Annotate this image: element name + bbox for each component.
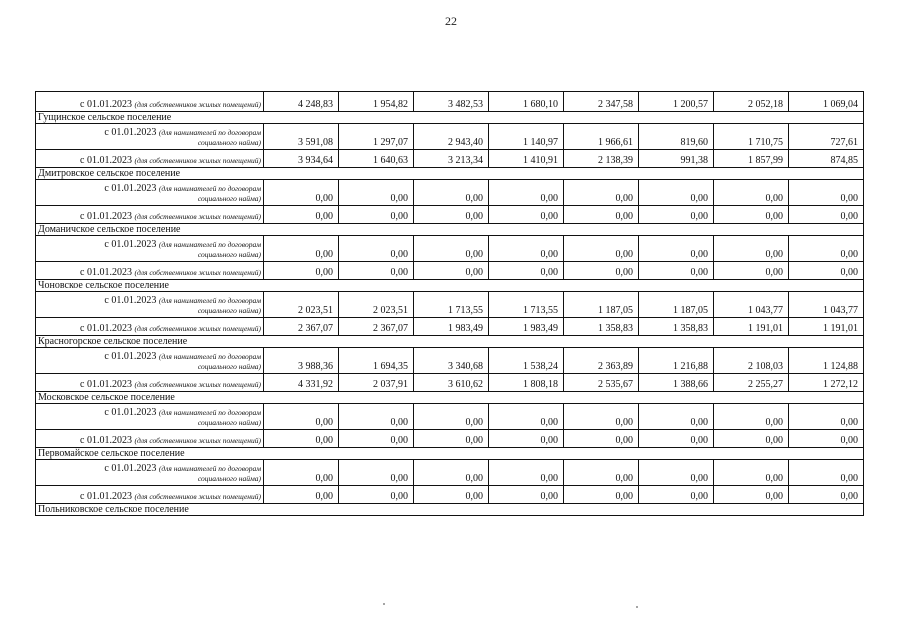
table-cell: 2 367,07: [339, 318, 414, 336]
table-row: [36, 206, 864, 224]
row-note: (для собственников жилых помещений): [134, 156, 261, 165]
row-note: (для нанимателей по договорам: [158, 240, 261, 249]
table-cell: 1 983,49: [489, 318, 564, 336]
table-cell: 0,00: [489, 404, 564, 430]
table-row: [36, 92, 864, 112]
table-cell: 0,00: [339, 430, 414, 448]
table-cell: 874,85: [789, 150, 864, 168]
row-note: (для нанимателей по договорам: [158, 296, 261, 305]
table-cell: 0,00: [489, 460, 564, 486]
table-cell: 1 187,05: [564, 292, 639, 318]
row-note: социального найма): [197, 474, 261, 483]
row-note: социального найма): [197, 194, 261, 203]
table-cell: 0,00: [489, 262, 564, 280]
tariff-table: [35, 91, 864, 516]
table-cell: 0,00: [639, 236, 714, 262]
table-cell: 0,00: [339, 404, 414, 430]
table-cell: 0,00: [564, 430, 639, 448]
table-cell: 1 216,88: [639, 348, 714, 374]
row-note: (для нанимателей по договорам: [158, 464, 261, 473]
settlement-name: Московское сельское поселение: [36, 392, 864, 404]
row-date: с 01.01.2023: [104, 351, 157, 362]
table-cell: 2 052,18: [714, 92, 789, 112]
table-cell: 0,00: [564, 180, 639, 206]
table-cell: 0,00: [264, 236, 339, 262]
owner-row-label: [36, 430, 264, 448]
table-cell: 1 694,35: [339, 348, 414, 374]
table-cell: 0,00: [639, 262, 714, 280]
table-cell: 0,00: [639, 460, 714, 486]
table-body: [36, 92, 864, 516]
table-cell: 1 140,97: [489, 124, 564, 150]
table-cell: 1 297,07: [339, 124, 414, 150]
table-cell: 0,00: [264, 404, 339, 430]
table-cell: 3 213,34: [414, 150, 489, 168]
settlement-row: [36, 224, 864, 236]
settlement-name: Польниковское сельское поселение: [36, 504, 864, 516]
table-cell: 1 538,24: [489, 348, 564, 374]
table-cell: 1 358,83: [564, 318, 639, 336]
table-cell: 0,00: [414, 430, 489, 448]
row-note: (для собственников жилых помещений): [134, 324, 261, 333]
row-note: (для собственников жилых помещений): [134, 212, 261, 221]
table-cell: 0,00: [339, 206, 414, 224]
table-row: [36, 292, 864, 318]
table-cell: 2 347,58: [564, 92, 639, 112]
table-cell: 1 069,04: [789, 92, 864, 112]
table-cell: 0,00: [414, 404, 489, 430]
row-date: с 01.01.2023: [104, 239, 157, 250]
tenant-row-label: [36, 180, 264, 206]
table-cell: 0,00: [339, 236, 414, 262]
row-note: (для нанимателей по договорам: [158, 184, 261, 193]
row-date: с 01.01.2023: [104, 183, 157, 194]
table-cell: 0,00: [414, 180, 489, 206]
table-cell: 1 710,75: [714, 124, 789, 150]
row-date: с 01.01.2023: [80, 99, 132, 110]
owner-row-label: [36, 486, 264, 504]
table-cell: 0,00: [789, 262, 864, 280]
row-date: с 01.01.2023: [104, 127, 157, 138]
table-cell: 0,00: [714, 430, 789, 448]
row-note: социального найма): [197, 250, 261, 259]
row-date: с 01.01.2023: [80, 379, 132, 390]
row-date: с 01.01.2023: [104, 407, 157, 418]
table-cell: 1 187,05: [639, 292, 714, 318]
tenant-row-label: [36, 460, 264, 486]
table-cell: 0,00: [789, 486, 864, 504]
row-note: (для собственников жилых помещений): [134, 492, 261, 501]
row-note: (для собственников жилых помещений): [134, 268, 261, 277]
table-cell: 1 388,66: [639, 374, 714, 392]
table-cell: 0,00: [339, 262, 414, 280]
table-cell: 2 138,39: [564, 150, 639, 168]
table-cell: 0,00: [564, 262, 639, 280]
settlement-name: Гущинское сельское поселение: [36, 112, 864, 124]
tenant-row-label: [36, 348, 264, 374]
settlement-name: Доманичское сельское поселение: [36, 224, 864, 236]
table-cell: 0,00: [789, 404, 864, 430]
table-cell: 0,00: [264, 180, 339, 206]
table-cell: 0,00: [639, 180, 714, 206]
row-date: с 01.01.2023: [80, 323, 132, 334]
table-cell: 0,00: [714, 262, 789, 280]
table-cell: 0,00: [489, 180, 564, 206]
table-cell: 3 482,53: [414, 92, 489, 112]
table-cell: 1 200,57: [639, 92, 714, 112]
table-cell: 0,00: [789, 206, 864, 224]
table-cell: 0,00: [714, 486, 789, 504]
table-cell: 0,00: [339, 460, 414, 486]
row-note: социального найма): [197, 138, 261, 147]
table-row: [36, 404, 864, 430]
table-cell: 1 410,91: [489, 150, 564, 168]
table-row: [36, 318, 864, 336]
table-cell: 3 988,36: [264, 348, 339, 374]
table-cell: 1 857,99: [714, 150, 789, 168]
settlement-row: [36, 504, 864, 516]
table-cell: 0,00: [489, 486, 564, 504]
table-row: [36, 124, 864, 150]
table-cell: 0,00: [714, 460, 789, 486]
owner-row-label: [36, 318, 264, 336]
table-cell: 2 943,40: [414, 124, 489, 150]
table-row: [36, 262, 864, 280]
page-number: 22: [445, 14, 457, 28]
table-row: [36, 486, 864, 504]
table-cell: 1 358,83: [639, 318, 714, 336]
owner-row-label: [36, 92, 264, 112]
table-cell: 1 043,77: [714, 292, 789, 318]
settlement-name: Первомайское сельское поселение: [36, 448, 864, 460]
table-cell: 2 363,89: [564, 348, 639, 374]
settlement-name: Чоновское сельское поселение: [36, 280, 864, 292]
table-cell: 3 610,62: [414, 374, 489, 392]
table-cell: 0,00: [564, 404, 639, 430]
table-cell: 0,00: [489, 236, 564, 262]
table-cell: 0,00: [414, 460, 489, 486]
table-cell: 0,00: [414, 206, 489, 224]
table-cell: 0,00: [414, 236, 489, 262]
table-cell: 0,00: [789, 236, 864, 262]
table-cell: 0,00: [789, 430, 864, 448]
table-cell: 1 808,18: [489, 374, 564, 392]
row-note: (для нанимателей по договорам: [158, 128, 261, 137]
table-cell: 0,00: [264, 206, 339, 224]
table-cell: 1 966,61: [564, 124, 639, 150]
table-cell: 1 124,88: [789, 348, 864, 374]
table-row: [36, 430, 864, 448]
table-cell: 0,00: [639, 404, 714, 430]
table-cell: 1 713,55: [414, 292, 489, 318]
table-cell: 727,61: [789, 124, 864, 150]
table-cell: 0,00: [414, 262, 489, 280]
table-cell: 2 108,03: [714, 348, 789, 374]
table-cell: 0,00: [639, 430, 714, 448]
tenant-row-label: [36, 236, 264, 262]
owner-row-label: [36, 150, 264, 168]
table-cell: 2 023,51: [339, 292, 414, 318]
scan-speck: [636, 606, 638, 608]
table-cell: 0,00: [489, 430, 564, 448]
table-cell: 1 191,01: [714, 318, 789, 336]
table-cell: 2 367,07: [264, 318, 339, 336]
table-cell: 0,00: [339, 486, 414, 504]
table-cell: 3 591,08: [264, 124, 339, 150]
table-cell: 2 023,51: [264, 292, 339, 318]
table-cell: 1 713,55: [489, 292, 564, 318]
table-row: [36, 460, 864, 486]
row-note: социального найма): [197, 306, 261, 315]
row-date: с 01.01.2023: [80, 155, 132, 166]
table-cell: 1 272,12: [789, 374, 864, 392]
settlement-row: [36, 336, 864, 348]
settlement-row: [36, 112, 864, 124]
table-cell: 0,00: [714, 236, 789, 262]
table-cell: 0,00: [564, 460, 639, 486]
table-cell: 819,60: [639, 124, 714, 150]
table-cell: 0,00: [714, 180, 789, 206]
owner-row-label: [36, 262, 264, 280]
table-cell: 0,00: [789, 460, 864, 486]
tenant-row-label: [36, 292, 264, 318]
row-note: социального найма): [197, 418, 261, 427]
settlement-name: Дмитровское сельское поселение: [36, 168, 864, 180]
table-row: [36, 150, 864, 168]
row-note: социального найма): [197, 362, 261, 371]
row-note: (для собственников жилых помещений): [134, 380, 261, 389]
owner-row-label: [36, 374, 264, 392]
table-cell: 1 680,10: [489, 92, 564, 112]
table-cell: 0,00: [264, 430, 339, 448]
table-cell: 0,00: [264, 262, 339, 280]
table-cell: 0,00: [564, 206, 639, 224]
table-row: [36, 180, 864, 206]
settlement-row: [36, 392, 864, 404]
table-cell: 2 037,91: [339, 374, 414, 392]
table-cell: 1 983,49: [414, 318, 489, 336]
owner-row-label: [36, 206, 264, 224]
table-cell: 0,00: [564, 486, 639, 504]
row-date: с 01.01.2023: [80, 211, 132, 222]
row-date: с 01.01.2023: [80, 435, 132, 446]
table-cell: 0,00: [264, 486, 339, 504]
tenant-row-label: [36, 124, 264, 150]
table-cell: 1 640,63: [339, 150, 414, 168]
table-cell: 1 191,01: [789, 318, 864, 336]
table-cell: 0,00: [789, 180, 864, 206]
table-cell: 3 934,64: [264, 150, 339, 168]
table-cell: 0,00: [414, 486, 489, 504]
row-date: с 01.01.2023: [104, 295, 157, 306]
table-cell: 0,00: [264, 460, 339, 486]
row-note: (для собственников жилых помещений): [134, 100, 261, 109]
row-note: (для нанимателей по договорам: [158, 408, 261, 417]
table-cell: 0,00: [714, 206, 789, 224]
table-row: [36, 374, 864, 392]
table-cell: 0,00: [564, 236, 639, 262]
table-cell: 0,00: [639, 486, 714, 504]
row-date: с 01.01.2023: [80, 491, 132, 502]
row-note: (для собственников жилых помещений): [134, 436, 261, 445]
row-date: с 01.01.2023: [80, 267, 132, 278]
table-row: [36, 348, 864, 374]
table-cell: 991,38: [639, 150, 714, 168]
settlement-row: [36, 448, 864, 460]
table-cell: 2 255,27: [714, 374, 789, 392]
tenant-row-label: [36, 404, 264, 430]
scan-speck: [383, 603, 385, 605]
row-date: с 01.01.2023: [104, 463, 157, 474]
settlement-row: [36, 280, 864, 292]
settlement-name: Красногорское сельское поселение: [36, 336, 864, 348]
table-cell: 3 340,68: [414, 348, 489, 374]
settlement-row: [36, 168, 864, 180]
table-cell: 1 043,77: [789, 292, 864, 318]
table-cell: 0,00: [714, 404, 789, 430]
table-row: [36, 236, 864, 262]
row-note: (для нанимателей по договорам: [158, 352, 261, 361]
table-cell: 1 954,82: [339, 92, 414, 112]
table-cell: 4 248,83: [264, 92, 339, 112]
table-cell: 0,00: [489, 206, 564, 224]
table-cell: 0,00: [639, 206, 714, 224]
table-cell: 2 535,67: [564, 374, 639, 392]
table-cell: 0,00: [339, 180, 414, 206]
table-cell: 4 331,92: [264, 374, 339, 392]
